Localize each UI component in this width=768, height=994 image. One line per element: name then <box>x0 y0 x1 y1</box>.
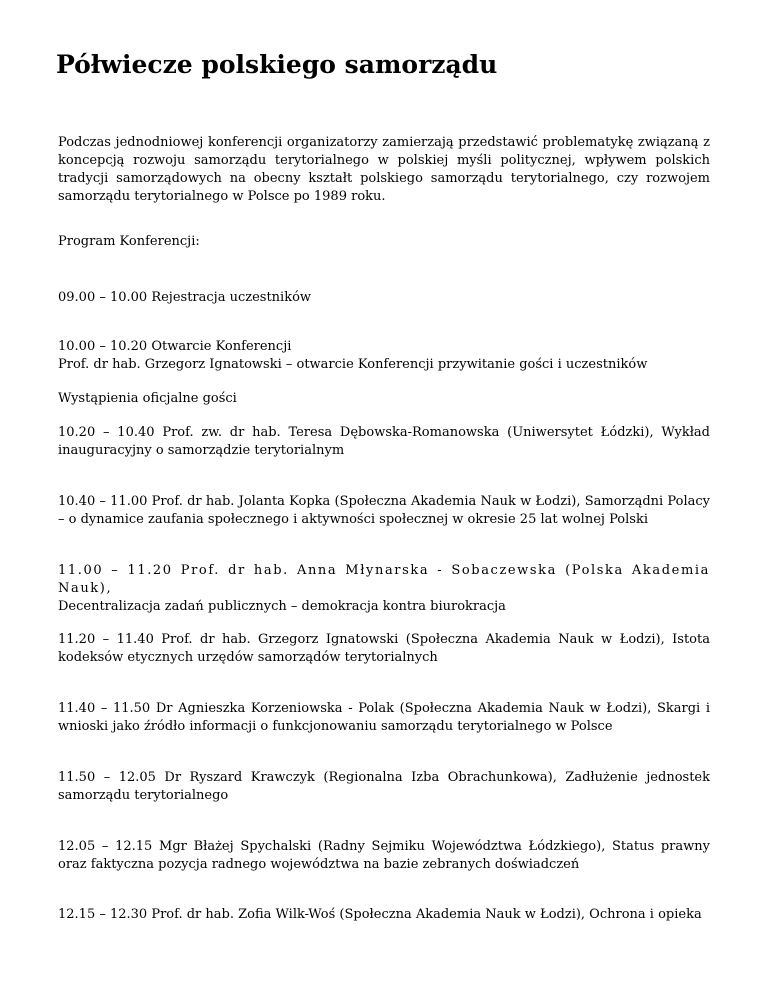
program-item-guests: Wystąpienia oficjalne gości <box>58 391 237 406</box>
program-heading: Program Konferencji: <box>58 234 200 249</box>
program-item-opening <box>58 338 710 374</box>
page-title: Półwiecze polskiego samorządu <box>56 50 498 79</box>
program-item-opening-desc: Prof. dr hab. Grzegorz Ignatowski – otwarcie Konferencji przywitanie gości i uczestników <box>58 357 648 372</box>
program-item-registration: 09.00 – 10.00 Rejestracja uczestników <box>58 290 312 305</box>
program-item-opening-time: 10.00 – 10.20 Otwarcie Konferencji <box>58 339 292 354</box>
intro-paragraph: Podczas jednodniowej konferencji organizatorzy zamierzają przedstawić problematykę związaną z koncepcją rozwoju samorządu terytorialnego w polskiej myśli politycznej, wpływem polskich tradycji samorządowych na obecny kształt polskiego samorządu terytorialnego, czy rozwojem samorządu terytorialnego w Polsce po 1989 roku. <box>58 135 710 204</box>
program-item-korzeniowska: 11.40 – 11.50 Dr Agnieszka Korzeniowska - Polak (Społeczna Akademia Nauk w Łodzi), Skargi i wnioski jako źródło informacji o funkcjonowaniu samorządu terytorialnego w Polsce <box>58 701 710 734</box>
program-item-spychalski: 12.05 – 12.15 Mgr Błażej Spychalski (Radny Sejmiku Województwa Łódzkiego), Status prawny oraz faktyczna pozycja radnego województwa na bazie zebranych doświadczeń <box>58 839 710 872</box>
program-item-ignatowski: 11.20 – 11.40 Prof. dr hab. Grzegorz Ignatowski (Społeczna Akademia Nauk w Łodzi), Istota kodeksów etycznych urzędów samorządów terytorialnych <box>58 632 710 665</box>
program-item-kopka: 10.40 – 11.00 Prof. dr hab. Jolanta Kopka (Społeczna Akademia Nauk w Łodzi), Samorządni Polacy – o dynamice zaufania społecznego i aktywności społecznej w okresie 25 lat wolnej Polski <box>58 494 710 527</box>
program-item-krawczyk: 11.50 – 12.05 Dr Ryszard Krawczyk (Regionalna Izba Obrachunkowa), Zadłużenie jednostek samorządu terytorialnego <box>58 770 710 803</box>
program-item-mlynarska-line1: 11.00 – 11.20 Prof. dr hab. Anna Młynarska - Sobaczewska (Polska Akademia Nauk), <box>58 563 710 596</box>
program-item-mlynarska-line2: Decentralizacja zadań publicznych – demokracja kontra biurokracja <box>58 599 506 614</box>
program-item-wilk-wos: 12.15 – 12.30 Prof. dr hab. Zofia Wilk-Woś (Społeczna Akademia Nauk w Łodzi), Ochrona i opieka <box>58 907 702 922</box>
program-item-mlynarska <box>58 562 710 616</box>
program-item-lecture: 10.20 – 10.40 Prof. zw. dr hab. Teresa Dębowska-Romanowska (Uniwersytet Łódzki), Wykład inauguracyjny o samorządzie terytorialnym <box>58 425 710 458</box>
